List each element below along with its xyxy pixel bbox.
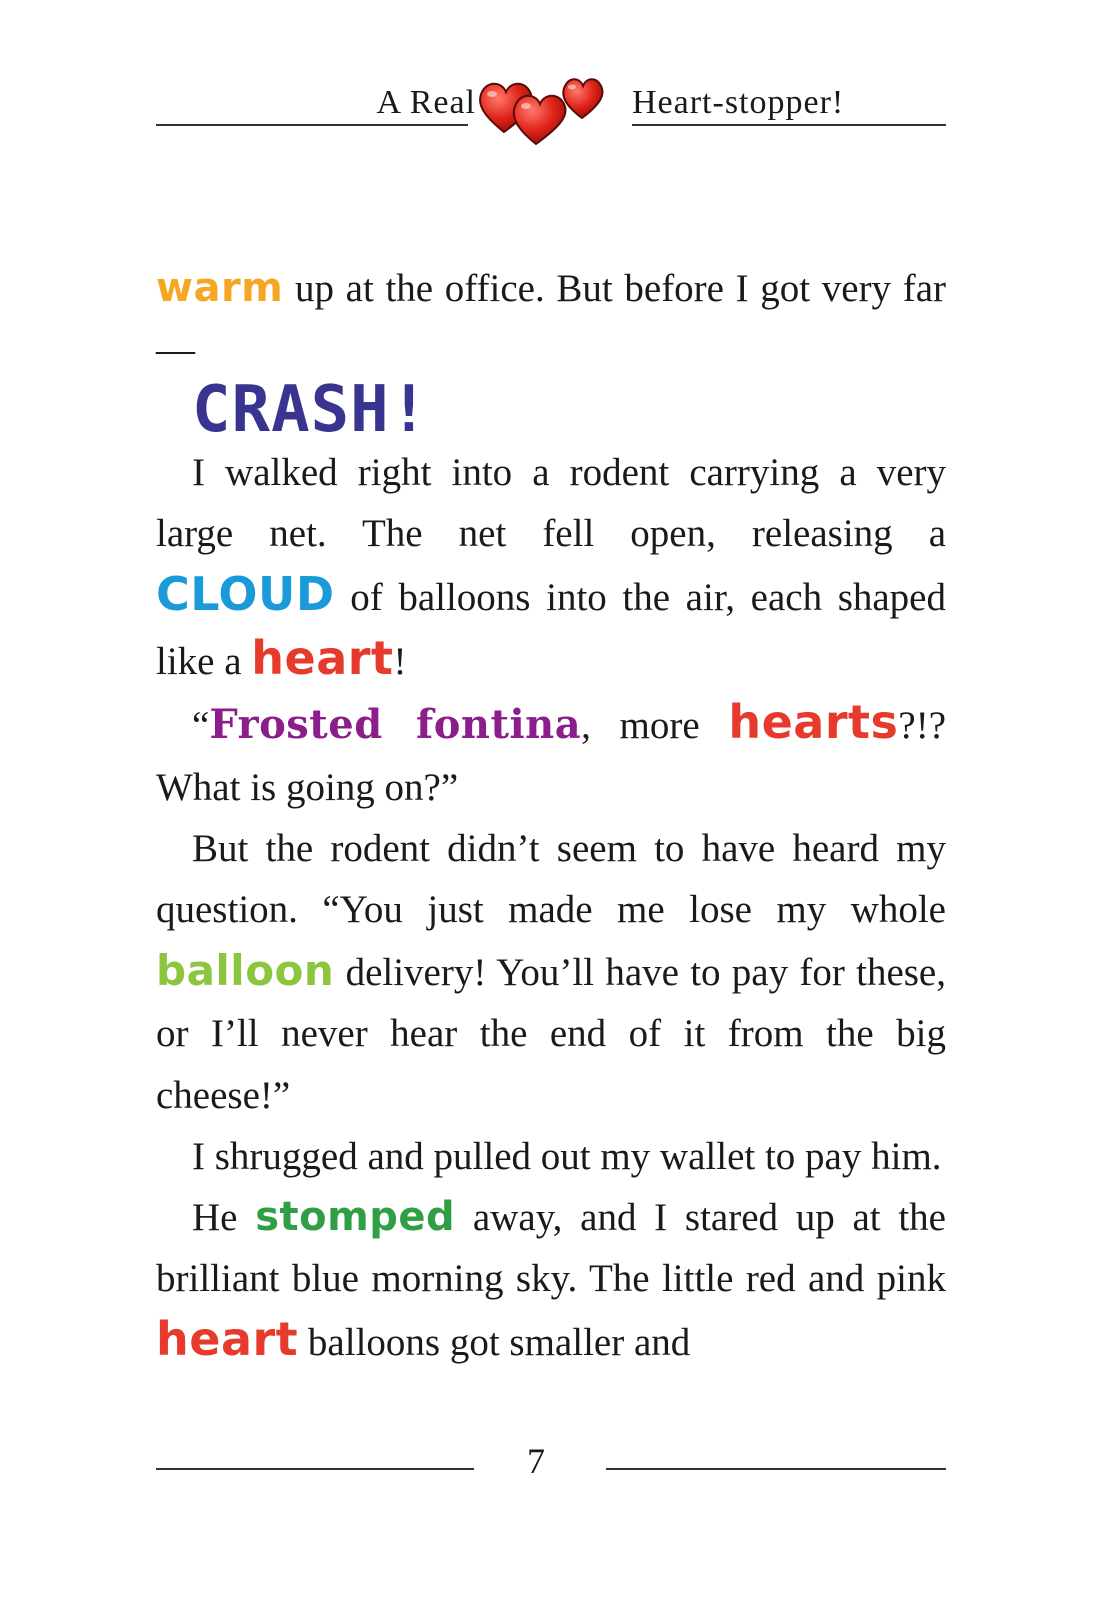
paragraph-7 [156, 1187, 946, 1374]
word-hearts: hearts [728, 695, 899, 750]
paragraph-3 [156, 442, 946, 693]
paragraph-7-end: balloons got smaller and [298, 1321, 691, 1365]
footer-rule-right [606, 1468, 946, 1470]
paragraph-6: I shrugged and pulled out my wallet to pay him. [192, 1134, 942, 1178]
header-title-left: A Real [376, 84, 476, 121]
footer-rule-left [156, 1468, 474, 1470]
paragraph-3-start: I walked right into a rodent carrying a very large net. The net fell open, releasing a [156, 450, 946, 555]
paragraph-3-end: ! [393, 640, 407, 684]
page-footer [156, 1440, 946, 1500]
word-balloon: balloon [156, 946, 335, 996]
word-stomped: stomped [255, 1194, 456, 1241]
paragraph-4 [156, 692, 946, 817]
word-heart-2: heart [156, 1312, 299, 1367]
page-number: 7 [527, 1441, 545, 1481]
word-cloud: CLOUD [156, 567, 335, 621]
paragraph-5-end: delivery! You’ll have to pay for these, or I’ll never hear the end of it from the big cheese!” [156, 951, 946, 1117]
header-rule-right [632, 124, 946, 126]
hearts-icon [474, 70, 614, 150]
page-body [156, 258, 946, 1374]
header-rule-left [156, 124, 468, 126]
paragraph-4-end: ?!? What is going on?” [156, 704, 946, 809]
paragraph-5-start: But the rodent didn’t seem to have heard my question. “You just made me lose my whole [156, 826, 946, 932]
paragraph-4-open: “ [192, 704, 210, 748]
paragraph-7-mid: away, and I stared up at the brilliant blue morning sky. The little red and pink [156, 1196, 946, 1301]
paragraph-7-start: He [192, 1196, 256, 1240]
paragraph-4-mid: , more [581, 704, 729, 748]
paragraph-1 [156, 258, 946, 380]
word-warm: warm [156, 265, 284, 311]
paragraph-1-text: up at the office. But before I got very far — [156, 267, 946, 372]
word-frosted-fontina: Frosted fontina [209, 701, 582, 749]
paragraph-crash [156, 373, 946, 448]
paragraph-3-mid: of balloons into the air, each shaped like a [156, 576, 946, 684]
word-heart: heart [251, 631, 394, 686]
word-crash: CRASH! [192, 373, 430, 448]
running-header [156, 70, 946, 150]
header-title-right: Heart-stopper! [632, 84, 845, 121]
paragraph-5 [156, 818, 946, 1126]
